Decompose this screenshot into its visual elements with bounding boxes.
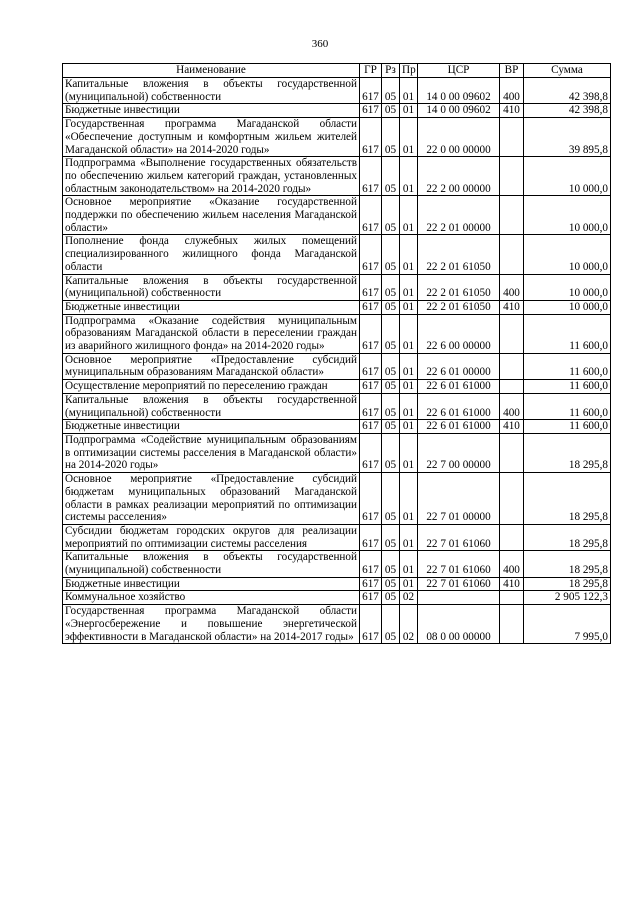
cell-rz: 05 [382, 591, 400, 605]
table-row [63, 393, 611, 419]
cell-sum: 10 000,0 [524, 300, 611, 314]
cell-csr: 22 7 01 61060 [418, 577, 500, 591]
cell-pr: 02 [400, 591, 418, 605]
cell-rz: 05 [382, 393, 400, 419]
cell-name: Капитальные вложения в объекты государственной (муниципальной) собственности [63, 551, 360, 577]
table-row [63, 196, 611, 235]
cell-csr: 22 6 01 61000 [418, 420, 500, 434]
cell-csr [418, 591, 500, 605]
cell-rz: 05 [382, 118, 400, 157]
cell-csr: 22 2 01 61050 [418, 274, 500, 300]
cell-pr: 01 [400, 118, 418, 157]
table-row [63, 235, 611, 274]
col-header-rz: Рз [382, 64, 400, 78]
cell-name: Осуществление мероприятий по переселению граждан [63, 380, 360, 394]
cell-sum: 10 000,0 [524, 274, 611, 300]
table-row [63, 104, 611, 118]
table-row [63, 524, 611, 550]
cell-gr: 617 [360, 393, 382, 419]
cell-name: Государственная программа Магаданской области «Энергосбережение и повышение энергетической эффективности в Магаданской области» на 2014-2017 годы» [63, 605, 360, 644]
cell-gr: 617 [360, 420, 382, 434]
cell-gr: 617 [360, 118, 382, 157]
col-header-csr: ЦСР [418, 64, 500, 78]
cell-pr: 01 [400, 380, 418, 394]
page-number: 360 [311, 38, 329, 50]
cell-sum: 39 895,8 [524, 118, 611, 157]
cell-pr: 01 [400, 300, 418, 314]
cell-gr: 617 [360, 524, 382, 550]
cell-gr: 617 [360, 577, 382, 591]
cell-sum: 11 600,0 [524, 420, 611, 434]
cell-csr: 22 6 01 00000 [418, 353, 500, 379]
col-header-name: Наименование [63, 64, 360, 78]
cell-name: Субсидии бюджетам городских округов для реализации мероприятий по оптимизации системы расселения [63, 524, 360, 550]
cell-name: Подпрограмма «Оказание содействия муниципальным образованиям Магаданской области в переселении граждан из аварийного жилищного фонда» на 2014-2020 годы» [63, 314, 360, 353]
cell-rz: 05 [382, 274, 400, 300]
cell-pr: 01 [400, 157, 418, 196]
table-row [63, 577, 611, 591]
cell-sum: 11 600,0 [524, 314, 611, 353]
cell-name: Основное мероприятие «Оказание государственной поддержки по обеспечению жильем населения Магаданской области» [63, 196, 360, 235]
cell-sum: 10 000,0 [524, 196, 611, 235]
cell-pr: 01 [400, 196, 418, 235]
cell-csr: 22 7 01 00000 [418, 473, 500, 525]
col-header-gr: ГР [360, 64, 382, 78]
cell-vr: 410 [500, 577, 524, 591]
cell-name: Бюджетные инвестиции [63, 577, 360, 591]
cell-csr: 22 2 01 61050 [418, 300, 500, 314]
table-row [63, 473, 611, 525]
cell-pr: 01 [400, 420, 418, 434]
cell-pr: 01 [400, 353, 418, 379]
table-body [63, 78, 611, 644]
table-row [63, 380, 611, 394]
cell-vr [500, 433, 524, 472]
cell-csr: 14 0 00 09602 [418, 78, 500, 104]
cell-pr: 01 [400, 393, 418, 419]
cell-name: Коммунальное хозяйство [63, 591, 360, 605]
cell-vr [500, 235, 524, 274]
cell-gr: 617 [360, 300, 382, 314]
cell-sum: 18 295,8 [524, 433, 611, 472]
cell-rz: 05 [382, 577, 400, 591]
table-row [63, 433, 611, 472]
cell-sum: 10 000,0 [524, 157, 611, 196]
cell-csr: 22 2 00 00000 [418, 157, 500, 196]
cell-vr: 400 [500, 393, 524, 419]
cell-rz: 05 [382, 605, 400, 644]
cell-rz: 05 [382, 433, 400, 472]
table-row [63, 353, 611, 379]
cell-sum: 18 295,8 [524, 473, 611, 525]
cell-sum: 42 398,8 [524, 104, 611, 118]
cell-gr: 617 [360, 78, 382, 104]
cell-rz: 05 [382, 473, 400, 525]
cell-rz: 05 [382, 157, 400, 196]
cell-vr: 410 [500, 420, 524, 434]
cell-vr [500, 380, 524, 394]
cell-name: Подпрограмма «Выполнение государственных обязательств по обеспечению жильем категорий граждан, установленных областным законодательством» на 2014-2020 годы» [63, 157, 360, 196]
cell-sum: 18 295,8 [524, 524, 611, 550]
table-row [63, 157, 611, 196]
cell-sum: 18 295,8 [524, 577, 611, 591]
table-row [63, 420, 611, 434]
budget-table [62, 63, 611, 644]
cell-vr: 410 [500, 104, 524, 118]
cell-csr: 22 7 01 61060 [418, 524, 500, 550]
col-header-vr: ВР [500, 64, 524, 78]
cell-csr: 22 6 01 61000 [418, 393, 500, 419]
cell-pr: 02 [400, 605, 418, 644]
cell-pr: 01 [400, 78, 418, 104]
cell-name: Бюджетные инвестиции [63, 300, 360, 314]
cell-sum: 2 905 122,3 [524, 591, 611, 605]
cell-gr: 617 [360, 591, 382, 605]
cell-name: Капитальные вложения в объекты государственной (муниципальной) собственности [63, 274, 360, 300]
cell-pr: 01 [400, 524, 418, 550]
cell-name: Бюджетные инвестиции [63, 104, 360, 118]
cell-rz: 05 [382, 420, 400, 434]
table-row [63, 314, 611, 353]
cell-rz: 05 [382, 353, 400, 379]
cell-gr: 617 [360, 157, 382, 196]
cell-vr [500, 196, 524, 235]
cell-gr: 617 [360, 551, 382, 577]
cell-sum: 7 995,0 [524, 605, 611, 644]
cell-vr [500, 314, 524, 353]
cell-pr: 01 [400, 314, 418, 353]
cell-rz: 05 [382, 314, 400, 353]
cell-name: Государственная программа Магаданской области «Обеспечение доступным и комфортным жильем жителей Магаданской области» на 2014-2020 годы» [63, 118, 360, 157]
cell-csr: 22 2 01 61050 [418, 235, 500, 274]
cell-rz: 05 [382, 78, 400, 104]
cell-gr: 617 [360, 380, 382, 394]
cell-sum: 11 600,0 [524, 380, 611, 394]
cell-pr: 01 [400, 577, 418, 591]
cell-vr [500, 605, 524, 644]
cell-name: Основное мероприятие «Предоставление субсидий муниципальным образованиям Магаданской области» [63, 353, 360, 379]
table-row [63, 300, 611, 314]
cell-rz: 05 [382, 196, 400, 235]
cell-pr: 01 [400, 104, 418, 118]
table-row [63, 605, 611, 644]
cell-gr: 617 [360, 353, 382, 379]
cell-rz: 05 [382, 551, 400, 577]
table-header-row [63, 64, 611, 78]
cell-gr: 617 [360, 314, 382, 353]
cell-vr [500, 473, 524, 525]
cell-gr: 617 [360, 196, 382, 235]
cell-vr [500, 591, 524, 605]
cell-csr: 14 0 00 09602 [418, 104, 500, 118]
cell-gr: 617 [360, 605, 382, 644]
cell-rz: 05 [382, 235, 400, 274]
cell-csr: 22 6 01 61000 [418, 380, 500, 394]
cell-pr: 01 [400, 551, 418, 577]
cell-gr: 617 [360, 235, 382, 274]
cell-csr: 22 7 00 00000 [418, 433, 500, 472]
cell-name: Капитальные вложения в объекты государственной (муниципальной) собственности [63, 393, 360, 419]
cell-gr: 617 [360, 104, 382, 118]
cell-name: Основное мероприятие «Предоставление субсидий бюджетам муниципальных образований Магаданской области в рамках реализации мероприятий по оптимизации системы расселения» [63, 473, 360, 525]
cell-sum: 42 398,8 [524, 78, 611, 104]
cell-csr: 22 2 01 00000 [418, 196, 500, 235]
cell-sum: 11 600,0 [524, 393, 611, 419]
cell-vr: 410 [500, 300, 524, 314]
cell-csr: 08 0 00 00000 [418, 605, 500, 644]
cell-vr: 400 [500, 274, 524, 300]
cell-rz: 05 [382, 300, 400, 314]
cell-pr: 01 [400, 473, 418, 525]
cell-vr [500, 157, 524, 196]
cell-vr: 400 [500, 551, 524, 577]
table-row [63, 551, 611, 577]
cell-gr: 617 [360, 433, 382, 472]
cell-name: Пополнение фонда служебных жилых помещений специализированного жилищного фонда Магаданской области [63, 235, 360, 274]
cell-name: Капитальные вложения в объекты государственной (муниципальной) собственности [63, 78, 360, 104]
cell-name: Бюджетные инвестиции [63, 420, 360, 434]
cell-vr [500, 353, 524, 379]
cell-csr: 22 7 01 61060 [418, 551, 500, 577]
cell-pr: 01 [400, 274, 418, 300]
cell-sum: 11 600,0 [524, 353, 611, 379]
col-header-sum: Сумма [524, 64, 611, 78]
cell-name: Подпрограмма «Содействие муниципальным образованиям в оптимизации системы расселения в Магаданской области» на 2014-2020 годы» [63, 433, 360, 472]
table-row [63, 118, 611, 157]
cell-gr: 617 [360, 473, 382, 525]
table-row [63, 274, 611, 300]
cell-vr [500, 524, 524, 550]
cell-sum: 18 295,8 [524, 551, 611, 577]
col-header-pr: Пр [400, 64, 418, 78]
table-row [63, 78, 611, 104]
cell-rz: 05 [382, 380, 400, 394]
cell-gr: 617 [360, 274, 382, 300]
cell-rz: 05 [382, 524, 400, 550]
cell-sum: 10 000,0 [524, 235, 611, 274]
cell-pr: 01 [400, 235, 418, 274]
table-row [63, 591, 611, 605]
cell-vr: 400 [500, 78, 524, 104]
cell-csr: 22 6 00 00000 [418, 314, 500, 353]
cell-csr: 22 0 00 00000 [418, 118, 500, 157]
cell-pr: 01 [400, 433, 418, 472]
cell-rz: 05 [382, 104, 400, 118]
cell-vr [500, 118, 524, 157]
